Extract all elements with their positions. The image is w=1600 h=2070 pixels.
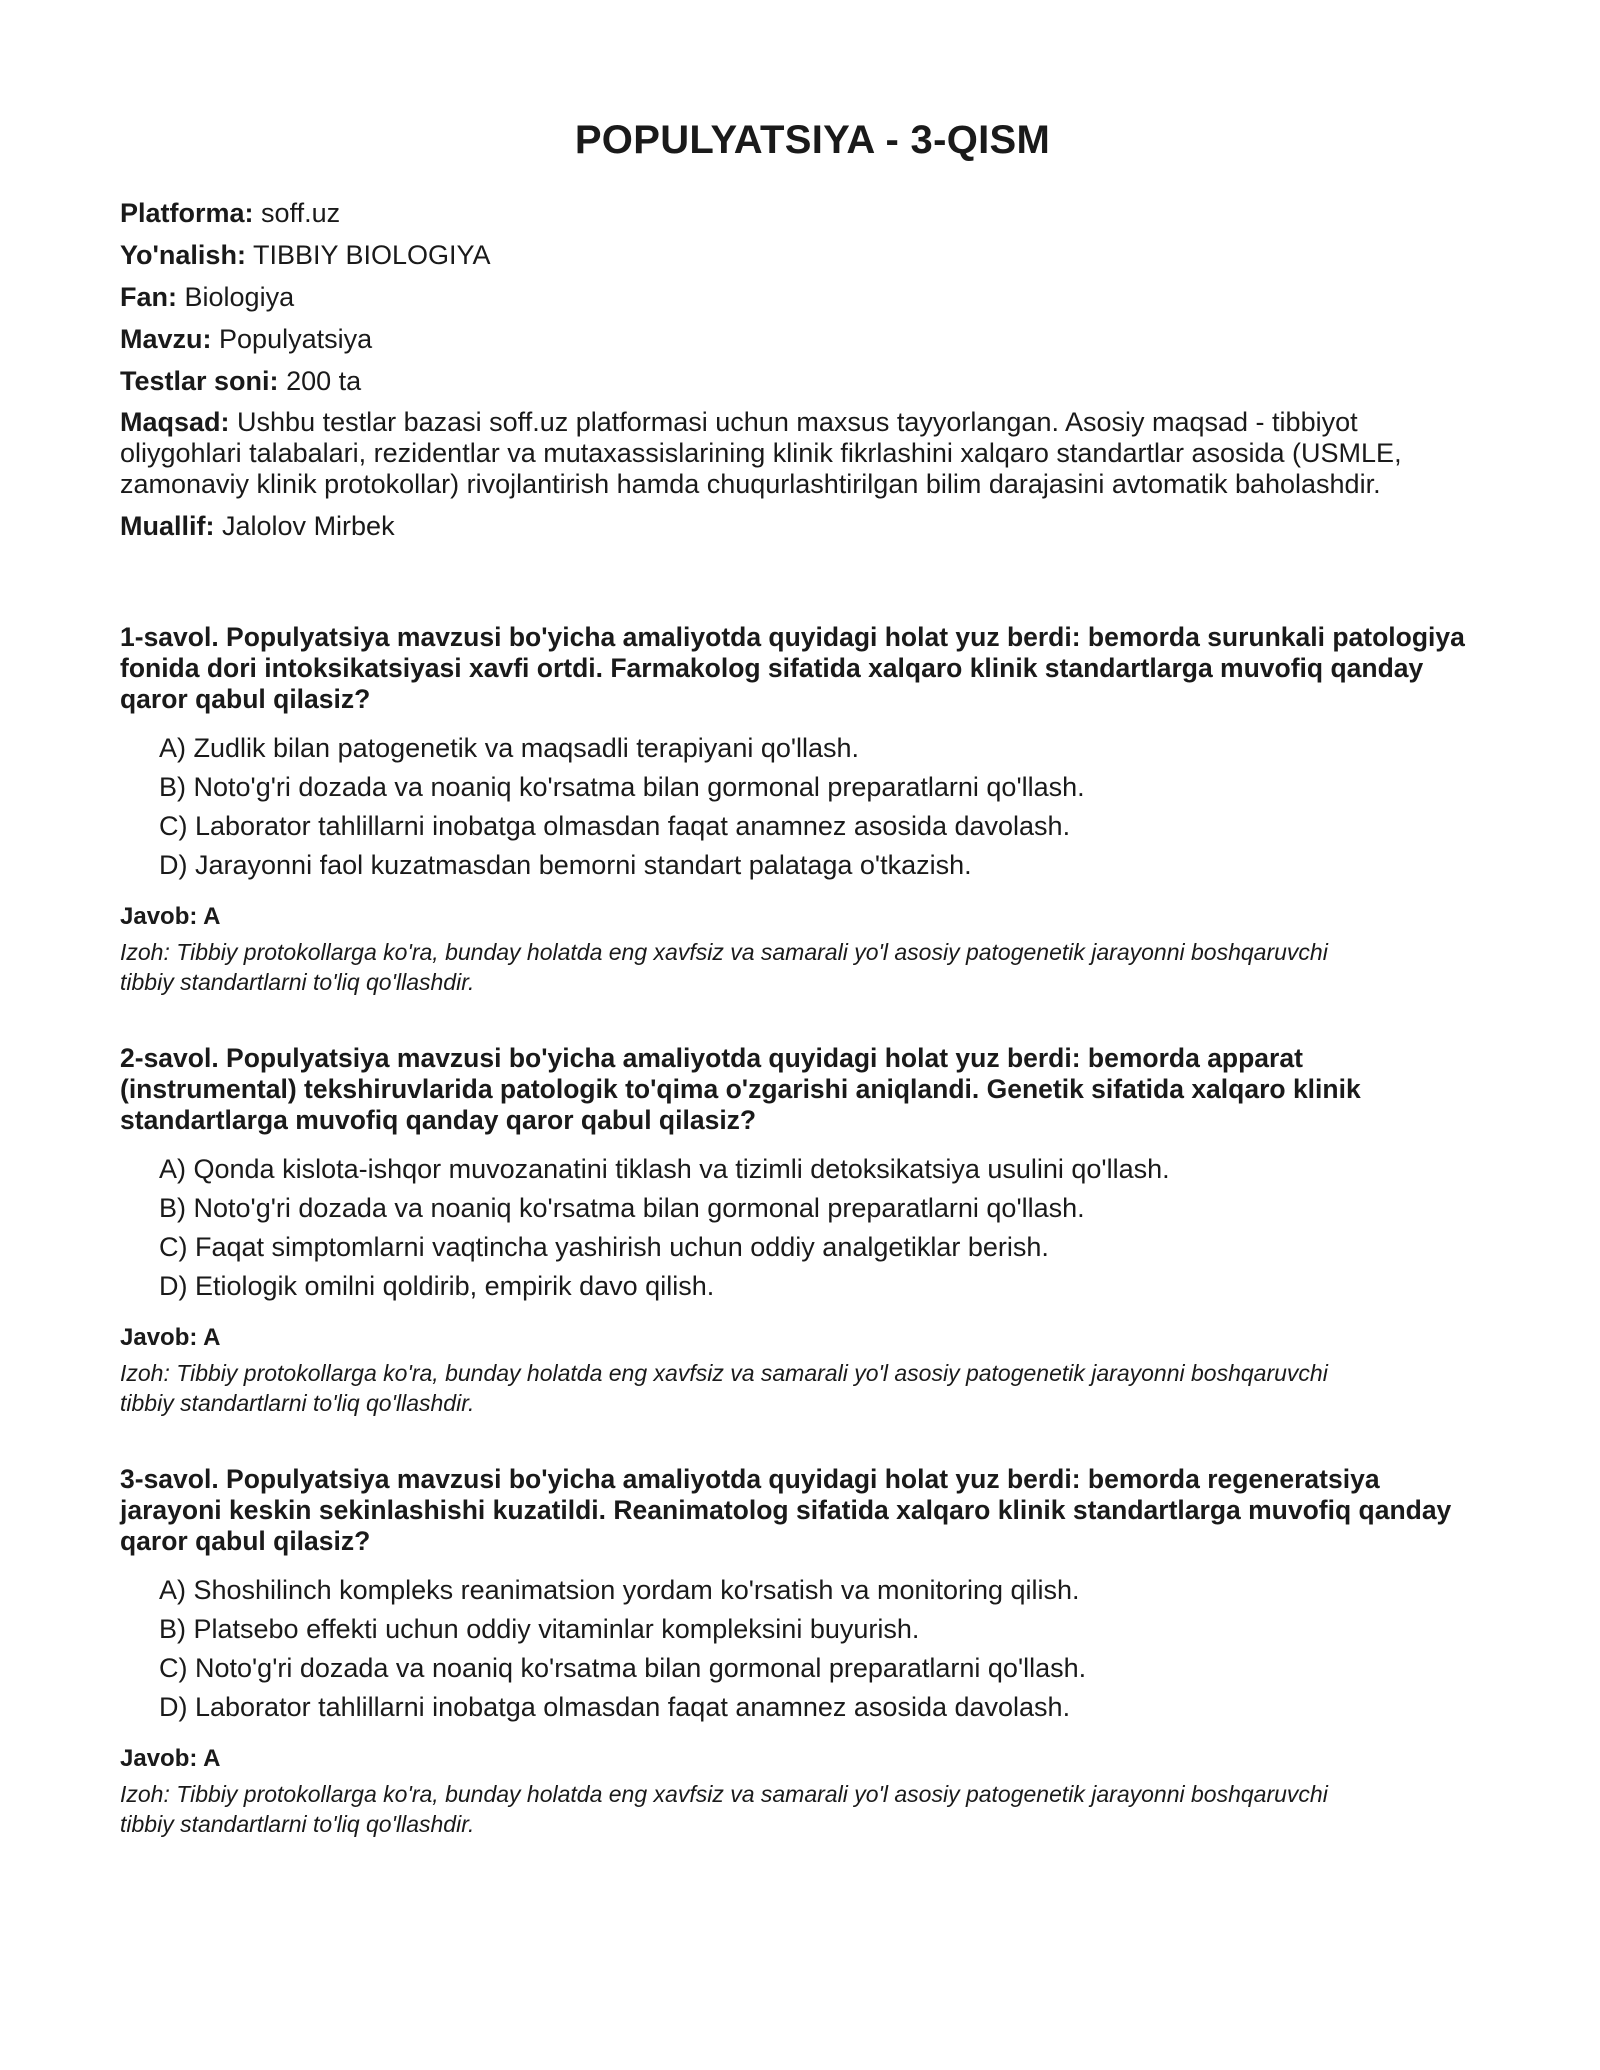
- question-text: 2-savol. Populyatsiya mavzusi bo'yicha amaliyotda quyidagi holat yuz berdi: bemorda apparat (instrumental) tekshiruvlarida patologik to'qima o'zgarishi aniqlandi. Genetik sifatida xalqaro klinik standartlarga muvofiq qanday qaror qabul qilasiz?: [120, 1043, 1361, 1135]
- answer: Javob: A: [120, 903, 221, 930]
- explanation: Izoh: Tibbiy protokollarga ko'ra, bunday holatda eng xavfsiz va samarali yo'l asosiy patogenetik jarayonni boshqaruvchi tibbiy standartlarni to'liq qo'llashdir.: [120, 1781, 1328, 1837]
- option-c: C) Faqat simptomlarni vaqtincha yashirish uchun oddiy analgetiklar berish.: [159, 1232, 1049, 1262]
- option-b: B) Platsebo effekti uchun oddiy vitaminlar kompleksini buyurish.: [159, 1614, 920, 1644]
- option-d: D) Laborator tahlillarni inobatga olmasdan faqat anamnez asosida davolash.: [159, 1692, 1071, 1722]
- meta-label: Maqsad:: [120, 407, 230, 437]
- option-a: A) Shoshilinch kompleks reanimatsion yordam ko'rsatish va monitoring qilish.: [159, 1575, 1080, 1605]
- option-c: C) Noto'g'ri dozada va noaniq ko'rsatma bilan gormonal preparatlarni qo'llash.: [159, 1653, 1087, 1683]
- meta-topic: [120, 323, 1480, 355]
- meta-value: Jalolov Mirbek: [222, 511, 395, 541]
- question-text: 1-savol. Populyatsiya mavzusi bo'yicha amaliyotda quyidagi holat yuz berdi: bemorda surunkali patologiya fonida dori intoksikatsiyasi xavfi ortdi. Farmakolog sifatida xalqaro klinik standartlarga muvofiq qanday qaror qabul qilasiz?: [120, 622, 1465, 714]
- meta-platform: [120, 197, 1480, 229]
- meta-author: [120, 510, 1480, 542]
- meta-label: Yo'nalish:: [120, 240, 246, 270]
- meta-label: Fan:: [120, 282, 177, 312]
- meta-subject: [120, 281, 1480, 313]
- explanation: Izoh: Tibbiy protokollarga ko'ra, bunday holatda eng xavfsiz va samarali yo'l asosiy patogenetik jarayonni boshqaruvchi tibbiy standartlarni to'liq qo'llashdir.: [120, 1360, 1328, 1416]
- questions-section: [120, 622, 1480, 1839]
- question-3: [120, 1464, 1480, 1839]
- meta-goal: [120, 407, 1480, 500]
- meta-label: Testlar soni:: [120, 366, 279, 396]
- meta-value: TIBBIY BIOLOGIYA: [252, 240, 491, 270]
- options-list: [120, 1571, 1480, 1727]
- option-b: B) Noto'g'ri dozada va noaniq ko'rsatma bilan gormonal preparatlarni qo'llash.: [159, 1193, 1085, 1223]
- question-2: [120, 1043, 1480, 1418]
- document-title: POPULYATSIYA - 3-QISM: [574, 118, 1051, 162]
- option-a: A) Qonda kislota-ishqor muvozanatini tiklash va tizimli detoksikatsiya usulini qo'llash.: [159, 1154, 1170, 1184]
- meta-value: soff.uz: [261, 198, 341, 228]
- options-list: [120, 729, 1480, 885]
- question-1: [120, 622, 1480, 997]
- options-list: [120, 1150, 1480, 1306]
- meta-value: Populyatsiya: [219, 324, 373, 354]
- meta-direction: [120, 239, 1480, 271]
- meta-value: Biologiya: [184, 282, 295, 312]
- answer: Javob: A: [120, 1745, 221, 1772]
- answer: Javob: A: [120, 1324, 221, 1351]
- option-c: C) Laborator tahlillarni inobatga olmasdan faqat anamnez asosida davolash.: [159, 811, 1071, 841]
- question-text: 3-savol. Populyatsiya mavzusi bo'yicha amaliyotda quyidagi holat yuz berdi: bemorda regeneratsiya jarayoni keskin sekinlashishi kuzatildi. Reanimatolog sifatida xalqaro klinik standartlarga muvofiq qanday qaror qabul qilasiz?: [120, 1464, 1452, 1556]
- meta-value: Ushbu testlar bazasi soff.uz platformasi uchun maxsus tayyorlangan. Asosiy maqsad - tibbiyot oliygohlari talabalari, rezidentlar va mutaxassislarining klinik fikrlashini xalqaro standartlar asosida (USMLE, zamonaviy klinik protokollar) rivojlantirish hamda chuqurlashtirilgan bilim darajasini avtomatik baholashdir.: [120, 407, 1402, 499]
- option-d: D) Etiologik omilni qoldirib, empirik davo qilish.: [159, 1271, 715, 1301]
- meta-label: Muallif:: [120, 511, 215, 541]
- option-a: A) Zudlik bilan patogenetik va maqsadli terapiyani qo'llash.: [159, 733, 860, 763]
- metadata-section: [120, 197, 1480, 542]
- option-d: D) Jarayonni faol kuzatmasdan bemorni standart palataga o'tkazish.: [159, 850, 972, 880]
- explanation: Izoh: Tibbiy protokollarga ko'ra, bunday holatda eng xavfsiz va samarali yo'l asosiy patogenetik jarayonni boshqaruvchi tibbiy standartlarni to'liq qo'llashdir.: [120, 939, 1328, 995]
- meta-label: Platforma:: [120, 198, 254, 228]
- meta-test-count: [120, 365, 1480, 397]
- option-b: B) Noto'g'ri dozada va noaniq ko'rsatma bilan gormonal preparatlarni qo'llash.: [159, 772, 1085, 802]
- meta-label: Mavzu:: [120, 324, 212, 354]
- meta-value: 200 ta: [286, 366, 362, 396]
